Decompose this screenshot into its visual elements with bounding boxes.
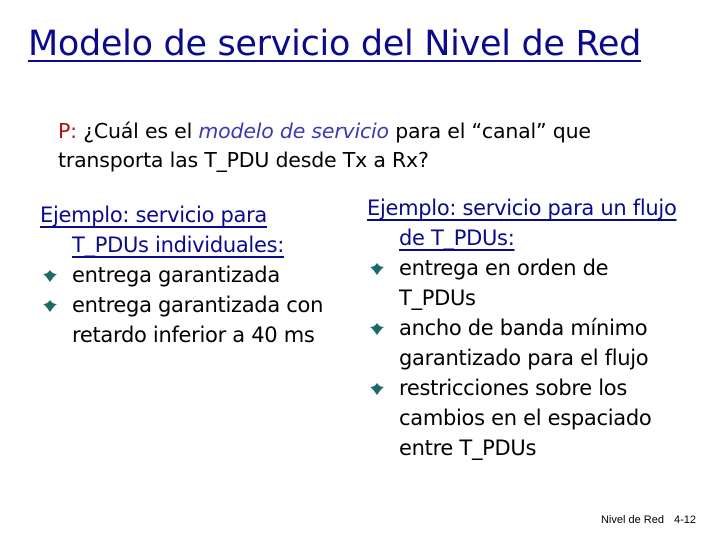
question-emphasis: modelo de servicio — [198, 119, 389, 143]
question-text-before: ¿Cuál es el — [76, 119, 199, 143]
list-item — [367, 373, 687, 463]
bullet-text: restricciones sobre los cambios en el espaciado entre T_PDUs — [399, 376, 652, 460]
fleur-de-lis-bullet-icon — [369, 321, 385, 337]
fleur-de-lis-bullet-icon — [42, 298, 58, 314]
question-label: P: — [58, 119, 77, 143]
footer-section: Nivel de Red — [600, 514, 664, 526]
left-bullet-list — [40, 260, 340, 350]
bullet-text: ancho de banda mínimo garantizado para el flujo — [399, 316, 649, 370]
page-number: 4-12 — [673, 514, 696, 526]
slide-title: Modelo de servicio del Nivel de Red — [28, 24, 642, 64]
bullet-text: entrega garantizada — [72, 263, 280, 287]
right-column-heading: Ejemplo: servicio para un flujo de T_PDUs: — [367, 196, 677, 250]
right-column — [367, 193, 687, 463]
list-item — [40, 260, 340, 290]
list-item — [367, 313, 687, 373]
left-column-heading: Ejemplo: servicio para T_PDUs individuales: — [40, 203, 284, 257]
list-item — [367, 253, 687, 313]
right-bullet-list — [367, 253, 687, 463]
fleur-de-lis-bullet-icon — [369, 261, 385, 277]
slide-footer — [601, 514, 696, 526]
bullet-text: entrega en orden de T_PDUs — [399, 256, 609, 310]
list-item — [40, 290, 340, 350]
question-text-after: para el “canal” que transporta las T_PDU desde Tx a Rx? — [58, 119, 591, 172]
fleur-de-lis-bullet-icon — [369, 381, 385, 397]
fleur-de-lis-bullet-icon — [42, 268, 58, 284]
question-text — [58, 117, 678, 175]
bullet-text: entrega garantizada con retardo inferior a 40 ms — [72, 293, 324, 347]
left-column — [40, 200, 340, 350]
